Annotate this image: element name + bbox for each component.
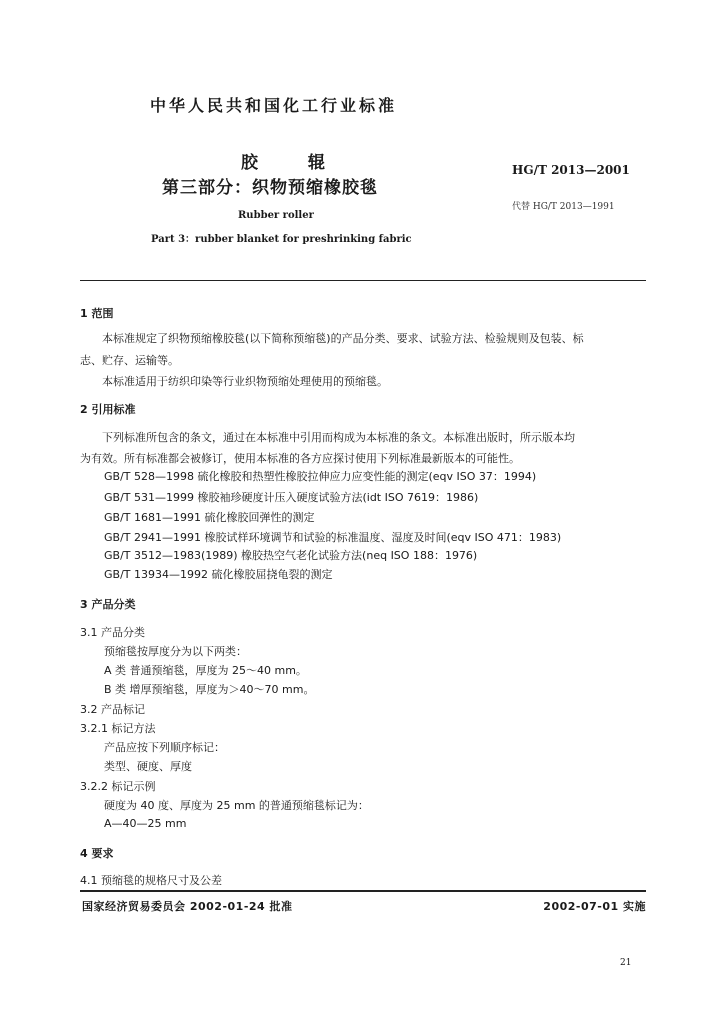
title-chinese-main: 胶 辊 (241, 153, 347, 173)
reference-standard-item: GB/T 3512—1983(1989) 橡胶热空气老化试验方法(neq ISO 188：1976) (104, 549, 478, 562)
section-3-1-paragraph: 预缩毯按厚度分为以下两类： (104, 645, 247, 658)
section-2-paragraph-1a: 下列标准所包含的条文，通过在本标准中引用而构成为本标准的条文。本标准出版时，所示版本均 (102, 431, 575, 444)
class-a-description: A 类 普通预缩毯，厚度为 25～40 mm。 (104, 664, 307, 677)
section-1-paragraph-1b: 志、贮存、运输等。 (80, 354, 179, 367)
standard-code: HG/T 2013—2001 (512, 163, 630, 177)
section-3-2-1-heading: 3.2.1 标记方法 (80, 722, 156, 735)
section-3-2-2-paragraph-1: 硬度为 40 度、厚度为 25 mm 的普通预缩毯标记为： (104, 799, 369, 812)
class-b-description: B 类 增厚预缩毯，厚度为＞40～70 mm。 (104, 683, 315, 696)
title-chinese-sub: 第三部分：织物预缩橡胶毯 (162, 178, 378, 198)
section-4-1-heading: 4.1 预缩毯的规格尺寸及公差 (80, 874, 222, 887)
section-2-heading: 2 引用标准 (80, 403, 136, 416)
reference-standard-item: GB/T 2941—1991 橡胶试样环境调节和试验的标准温度、湿度及时间(eqv ISO 471：1983) (104, 531, 562, 544)
section-3-heading: 3 产品分类 (80, 598, 136, 611)
section-3-2-heading: 3.2 产品标记 (80, 703, 145, 716)
footer-divider (80, 890, 646, 892)
header-divider (80, 280, 646, 281)
section-1-paragraph-2: 本标准适用于纺织印染等行业织物预缩处理使用的预缩毯。 (102, 375, 388, 388)
implementation-date: 2002-07-01 实施 (543, 900, 646, 913)
section-3-1-heading: 3.1 产品分类 (80, 626, 145, 639)
section-4-heading: 4 要求 (80, 847, 114, 860)
section-1-paragraph-1a: 本标准规定了织物预缩橡胶毯(以下简称预缩毯)的产品分类、要求、试验方法、检验规则及包装、标 (102, 332, 584, 345)
reference-standard-item: GB/T 528—1998 硫化橡胶和热塑性橡胶拉伸应力应变性能的测定(eqv ISO 37：1994) (104, 470, 537, 483)
page-number: 21 (620, 958, 632, 968)
marking-example: A—40—25 mm (104, 817, 187, 830)
section-3-2-2-heading: 3.2.2 标记示例 (80, 780, 156, 793)
title-english-sub: Part 3：rubber blanket for preshrinking fabric (151, 234, 412, 245)
section-3-2-1-paragraph-1: 产品应按下列顺序标记： (104, 741, 225, 754)
approval-date: 国家经济贸易委员会 2002-01-24 批准 (82, 900, 293, 913)
issuing-organization: 中华人民共和国化工行业标准 (150, 96, 398, 115)
replaces-note: 代替 HG/T 2013—1991 (512, 202, 615, 212)
section-3-2-1-paragraph-2: 类型、硬度、厚度 (104, 760, 192, 773)
section-1-heading: 1 范围 (80, 307, 114, 320)
title-english-main: Rubber roller (238, 210, 314, 221)
section-2-paragraph-1b: 为有效。所有标准都会被修订，使用本标准的各方应探讨使用下列标准最新版本的可能性。 (80, 452, 520, 465)
reference-standard-item: GB/T 531—1999 橡胶袖珍硬度计压入硬度试验方法(idt ISO 7619：1986) (104, 491, 479, 504)
reference-standard-item: GB/T 13934—1992 硫化橡胶屈挠龟裂的测定 (104, 568, 333, 581)
reference-standard-item: GB/T 1681—1991 硫化橡胶回弹性的测定 (104, 511, 315, 524)
